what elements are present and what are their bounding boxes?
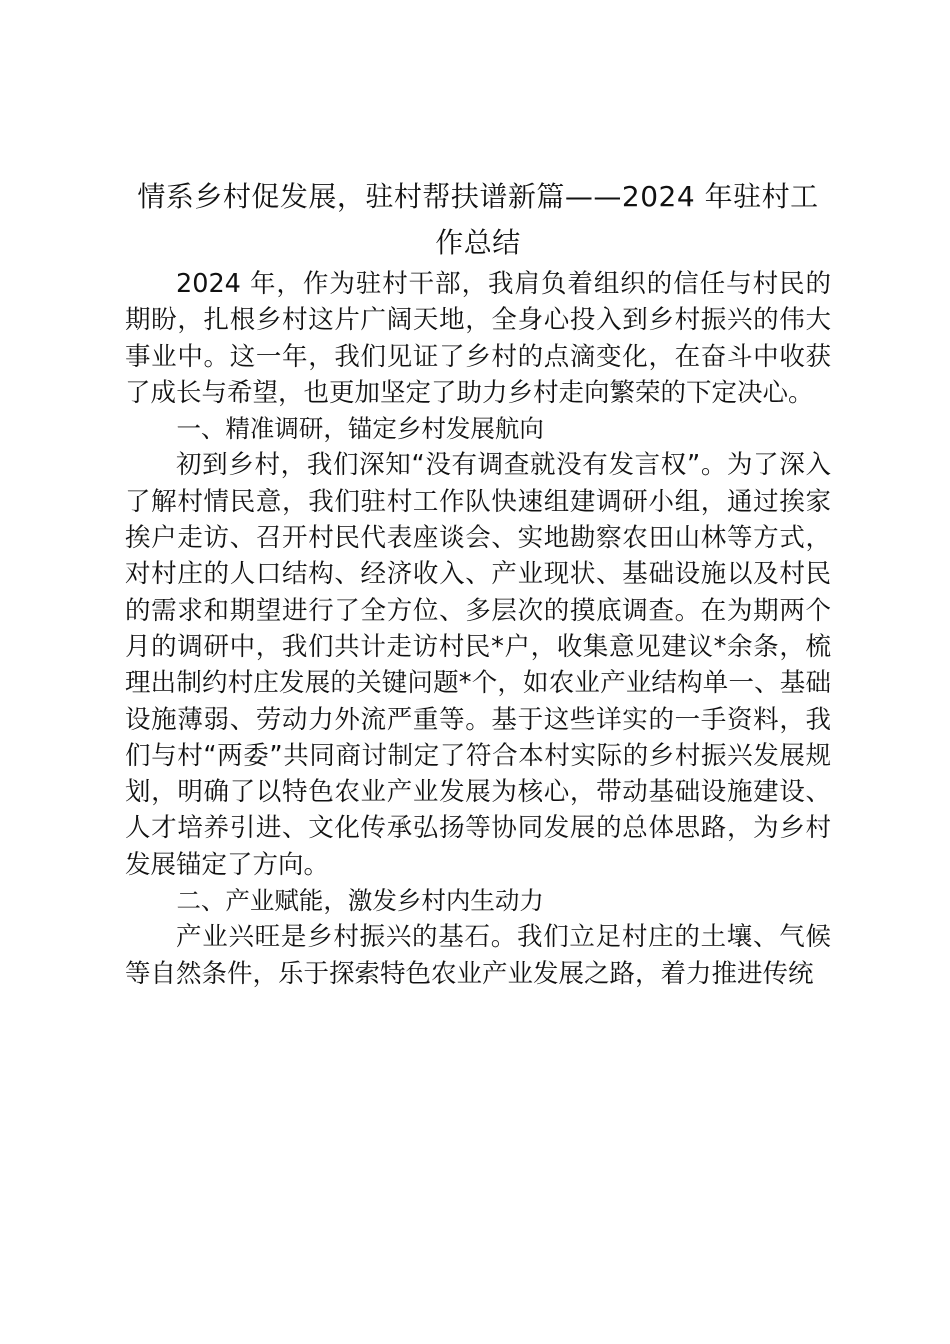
section-2-heading: 二、产业赋能，激发乡村内生动力	[176, 886, 544, 916]
title-line-1: 情系乡村促发展，驻村帮扶谱新篇——2024 年驻村工	[137, 180, 819, 213]
intro-paragraph: 2024 年，作为驻村干部，我肩负着组织的信任与村民的期盼，扎根乡村这片广阔天地，全身心投入到乡村振兴的伟大事业中。这一年，我们见证了乡村的点滴变化，在奋斗中收获了成长与希望，也更加坚定了助力乡村走向繁荣的下定决心。	[125, 269, 831, 408]
document-body	[125, 174, 831, 992]
section-1-heading: 一、精准调研，锚定乡村发展航向	[176, 414, 544, 444]
document-title	[125, 174, 831, 266]
section-1-paragraph: 初到乡村，我们深知“没有调查就没有发言权”。为了深入了解村情民意，我们驻村工作队快速组建调研小组，通过挨家挨户走访、召开村民代表座谈会、实地勘察农田山林等方式，对村庄的人口结构、经济收入、产业现状、基础设施以及村民的需求和期望进行了全方位、多层次的摸底调查。在为期两个月的调研中，我们共计走访村民*户，收集意见建议*余条，梳理出制约村庄发展的关键问题*个，如农业产业结构单一、基础设施薄弱、劳动力外流严重等。基于这些详实的一手资料，我们与村“两委”共同商讨制定了符合本村实际的乡村振兴发展规划，明确了以特色农业产业发展为核心，带动基础设施建设、人才培养引进、文化传承弘扬等协同发展的总体思路，为乡村发展锚定了方向。	[125, 450, 831, 880]
title-line-2: 作总结	[435, 226, 521, 259]
section-2-paragraph: 产业兴旺是乡村振兴的基石。我们立足村庄的土壤、气候等自然条件，乐于探索特色农业产业发展之路，着力推进传统	[125, 922, 831, 989]
